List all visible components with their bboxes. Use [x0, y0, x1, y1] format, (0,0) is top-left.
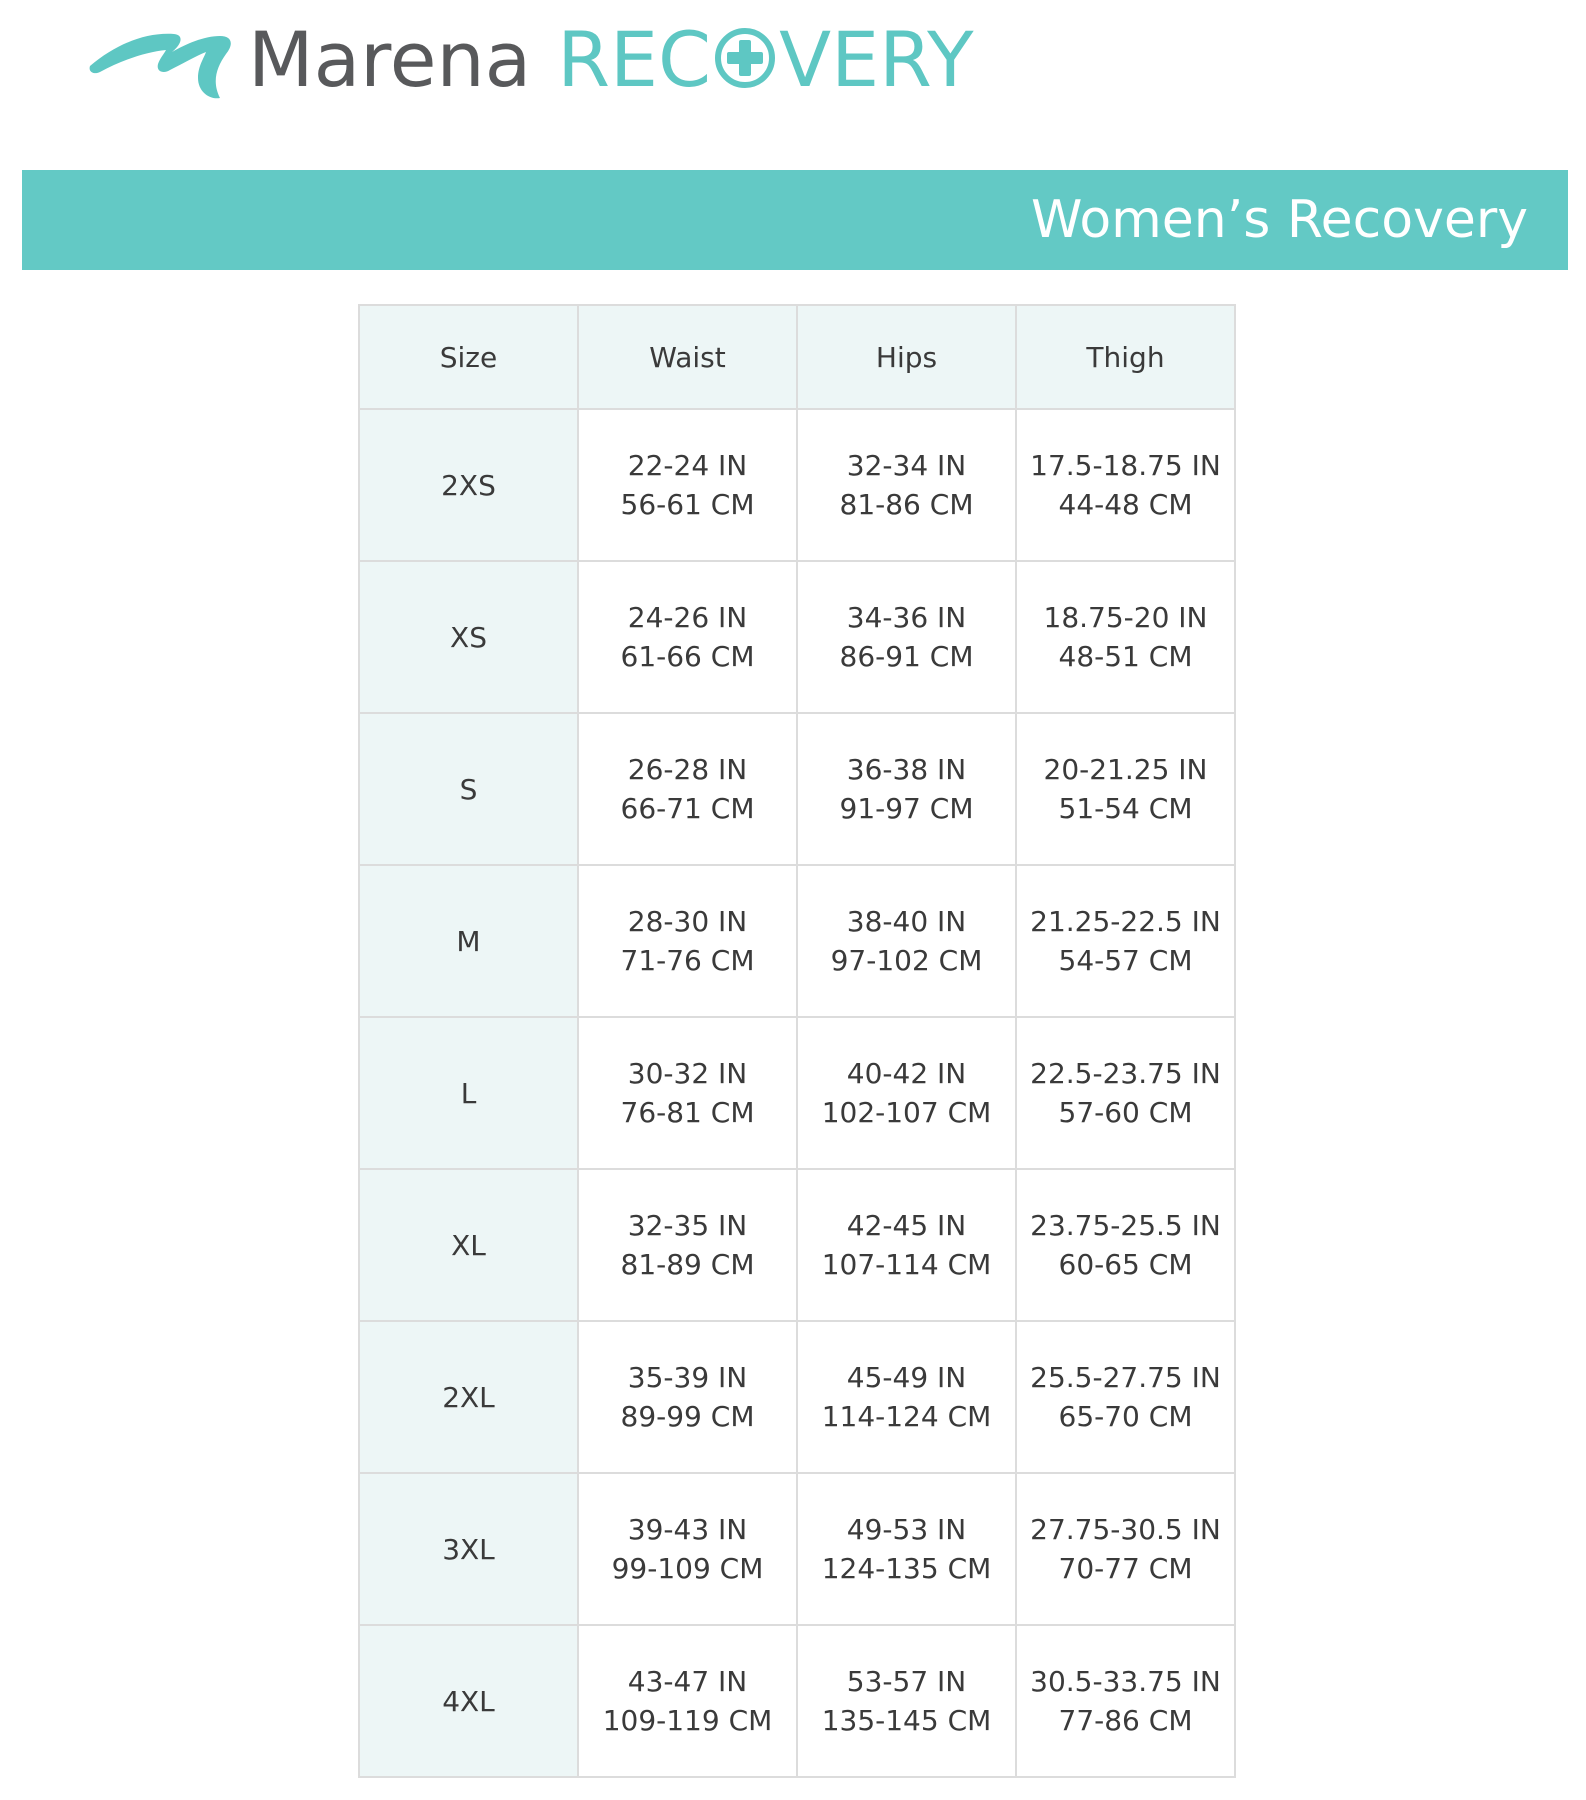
- table-header-row: [359, 305, 1235, 409]
- header-size: Size: [359, 305, 578, 409]
- table-row: [359, 865, 1235, 1017]
- hips-centimeters: 124-135 CM: [821, 1552, 992, 1585]
- hips-inches: 32-34 IN: [846, 449, 967, 482]
- hips-inches: 34-36 IN: [846, 601, 967, 634]
- hips-inches: 45-49 IN: [846, 1361, 967, 1394]
- hips-cell: [797, 1473, 1016, 1625]
- waist-inches: 39-43 IN: [627, 1513, 748, 1546]
- thigh-cell: [1016, 1169, 1235, 1321]
- brand-logo: [86, 14, 974, 106]
- waist-inches: 43-47 IN: [627, 1665, 748, 1698]
- hips-centimeters: 114-124 CM: [821, 1400, 992, 1433]
- waist-cell: [578, 1017, 797, 1169]
- table-row: [359, 713, 1235, 865]
- hips-inches: 42-45 IN: [846, 1209, 967, 1242]
- thigh-inches: 25.5-27.75 IN: [1030, 1361, 1221, 1394]
- header-waist: Waist: [578, 305, 797, 409]
- thigh-inches: 30.5-33.75 IN: [1030, 1665, 1221, 1698]
- hips-centimeters: 91-97 CM: [839, 792, 974, 825]
- brand-name: Marena: [248, 15, 532, 104]
- hips-cell: [797, 1169, 1016, 1321]
- header-hips: Hips: [797, 305, 1016, 409]
- thigh-inches: 21.25-22.5 IN: [1030, 905, 1221, 938]
- hips-centimeters: 86-91 CM: [839, 640, 974, 673]
- size-cell: 4XL: [359, 1625, 578, 1777]
- waist-centimeters: 76-81 CM: [620, 1096, 755, 1129]
- waist-centimeters: 99-109 CM: [611, 1552, 764, 1585]
- hips-centimeters: 97-102 CM: [830, 944, 983, 977]
- thigh-inches: 17.5-18.75 IN: [1030, 449, 1221, 482]
- thigh-centimeters: 57-60 CM: [1058, 1096, 1193, 1129]
- waist-inches: 30-32 IN: [627, 1057, 748, 1090]
- waist-centimeters: 71-76 CM: [620, 944, 755, 977]
- hips-cell: [797, 1017, 1016, 1169]
- hips-inches: 38-40 IN: [846, 905, 967, 938]
- thigh-centimeters: 51-54 CM: [1058, 792, 1193, 825]
- thigh-inches: 22.5-23.75 IN: [1030, 1057, 1221, 1090]
- thigh-cell: [1016, 1625, 1235, 1777]
- hips-centimeters: 135-145 CM: [821, 1704, 992, 1737]
- waist-inches: 26-28 IN: [627, 753, 748, 786]
- hips-cell: [797, 713, 1016, 865]
- size-cell: 2XS: [359, 409, 578, 561]
- size-chart-table: [358, 304, 1236, 1778]
- hips-inches: 40-42 IN: [846, 1057, 967, 1090]
- waist-inches: 24-26 IN: [627, 601, 748, 634]
- size-cell: XL: [359, 1169, 578, 1321]
- waist-cell: [578, 1473, 797, 1625]
- marena-swoosh-icon: [86, 14, 236, 106]
- thigh-inches: 18.75-20 IN: [1043, 601, 1208, 634]
- thigh-centimeters: 60-65 CM: [1058, 1248, 1193, 1281]
- thigh-cell: [1016, 561, 1235, 713]
- waist-centimeters: 56-61 CM: [620, 488, 755, 521]
- hips-cell: [797, 1625, 1016, 1777]
- hips-cell: [797, 561, 1016, 713]
- waist-cell: [578, 1169, 797, 1321]
- brand-subtitle: [557, 14, 973, 106]
- waist-cell: [578, 1321, 797, 1473]
- hips-inches: 36-38 IN: [846, 753, 967, 786]
- table-row: [359, 1321, 1235, 1473]
- thigh-inches: 23.75-25.5 IN: [1030, 1209, 1221, 1242]
- table-row: [359, 561, 1235, 713]
- size-cell: L: [359, 1017, 578, 1169]
- thigh-cell: [1016, 1321, 1235, 1473]
- table-row: [359, 1473, 1235, 1625]
- thigh-cell: [1016, 713, 1235, 865]
- waist-cell: [578, 865, 797, 1017]
- thigh-cell: [1016, 1473, 1235, 1625]
- table-row: [359, 1625, 1235, 1777]
- table-body: [359, 409, 1235, 1777]
- header-thigh: Thigh: [1016, 305, 1235, 409]
- thigh-centimeters: 65-70 CM: [1058, 1400, 1193, 1433]
- size-cell: S: [359, 713, 578, 865]
- waist-cell: [578, 1625, 797, 1777]
- hips-inches: 49-53 IN: [846, 1513, 967, 1546]
- waist-cell: [578, 713, 797, 865]
- thigh-centimeters: 54-57 CM: [1058, 944, 1193, 977]
- table-row: [359, 1169, 1235, 1321]
- thigh-inches: 27.75-30.5 IN: [1030, 1513, 1221, 1546]
- hips-cell: [797, 865, 1016, 1017]
- section-banner: [22, 170, 1568, 270]
- thigh-centimeters: 44-48 CM: [1058, 488, 1193, 521]
- medical-cross-circle-icon: [713, 26, 777, 90]
- size-cell: 3XL: [359, 1473, 578, 1625]
- waist-centimeters: 66-71 CM: [620, 792, 755, 825]
- waist-inches: 32-35 IN: [627, 1209, 748, 1242]
- hips-inches: 53-57 IN: [846, 1665, 967, 1698]
- size-cell: XS: [359, 561, 578, 713]
- banner-title: Women’s Recovery: [1030, 190, 1528, 250]
- table-row: [359, 1017, 1235, 1169]
- hips-centimeters: 102-107 CM: [821, 1096, 992, 1129]
- waist-centimeters: 61-66 CM: [620, 640, 755, 673]
- thigh-cell: [1016, 409, 1235, 561]
- waist-inches: 28-30 IN: [627, 905, 748, 938]
- thigh-cell: [1016, 1017, 1235, 1169]
- waist-centimeters: 89-99 CM: [620, 1400, 755, 1433]
- thigh-centimeters: 77-86 CM: [1058, 1704, 1193, 1737]
- waist-inches: 22-24 IN: [627, 449, 748, 482]
- hips-cell: [797, 1321, 1016, 1473]
- table-row: [359, 409, 1235, 561]
- thigh-centimeters: 70-77 CM: [1058, 1552, 1193, 1585]
- thigh-centimeters: 48-51 CM: [1058, 640, 1193, 673]
- waist-cell: [578, 409, 797, 561]
- waist-centimeters: 81-89 CM: [620, 1248, 755, 1281]
- size-cell: 2XL: [359, 1321, 578, 1473]
- waist-cell: [578, 561, 797, 713]
- waist-centimeters: 109-119 CM: [602, 1704, 773, 1737]
- hips-cell: [797, 409, 1016, 561]
- hips-centimeters: 81-86 CM: [839, 488, 974, 521]
- brand-subtitle-prefix: REC: [557, 15, 712, 104]
- waist-inches: 35-39 IN: [627, 1361, 748, 1394]
- thigh-cell: [1016, 865, 1235, 1017]
- brand-subtitle-suffix: VERY: [779, 15, 974, 104]
- size-cell: M: [359, 865, 578, 1017]
- hips-centimeters: 107-114 CM: [821, 1248, 992, 1281]
- thigh-inches: 20-21.25 IN: [1043, 753, 1208, 786]
